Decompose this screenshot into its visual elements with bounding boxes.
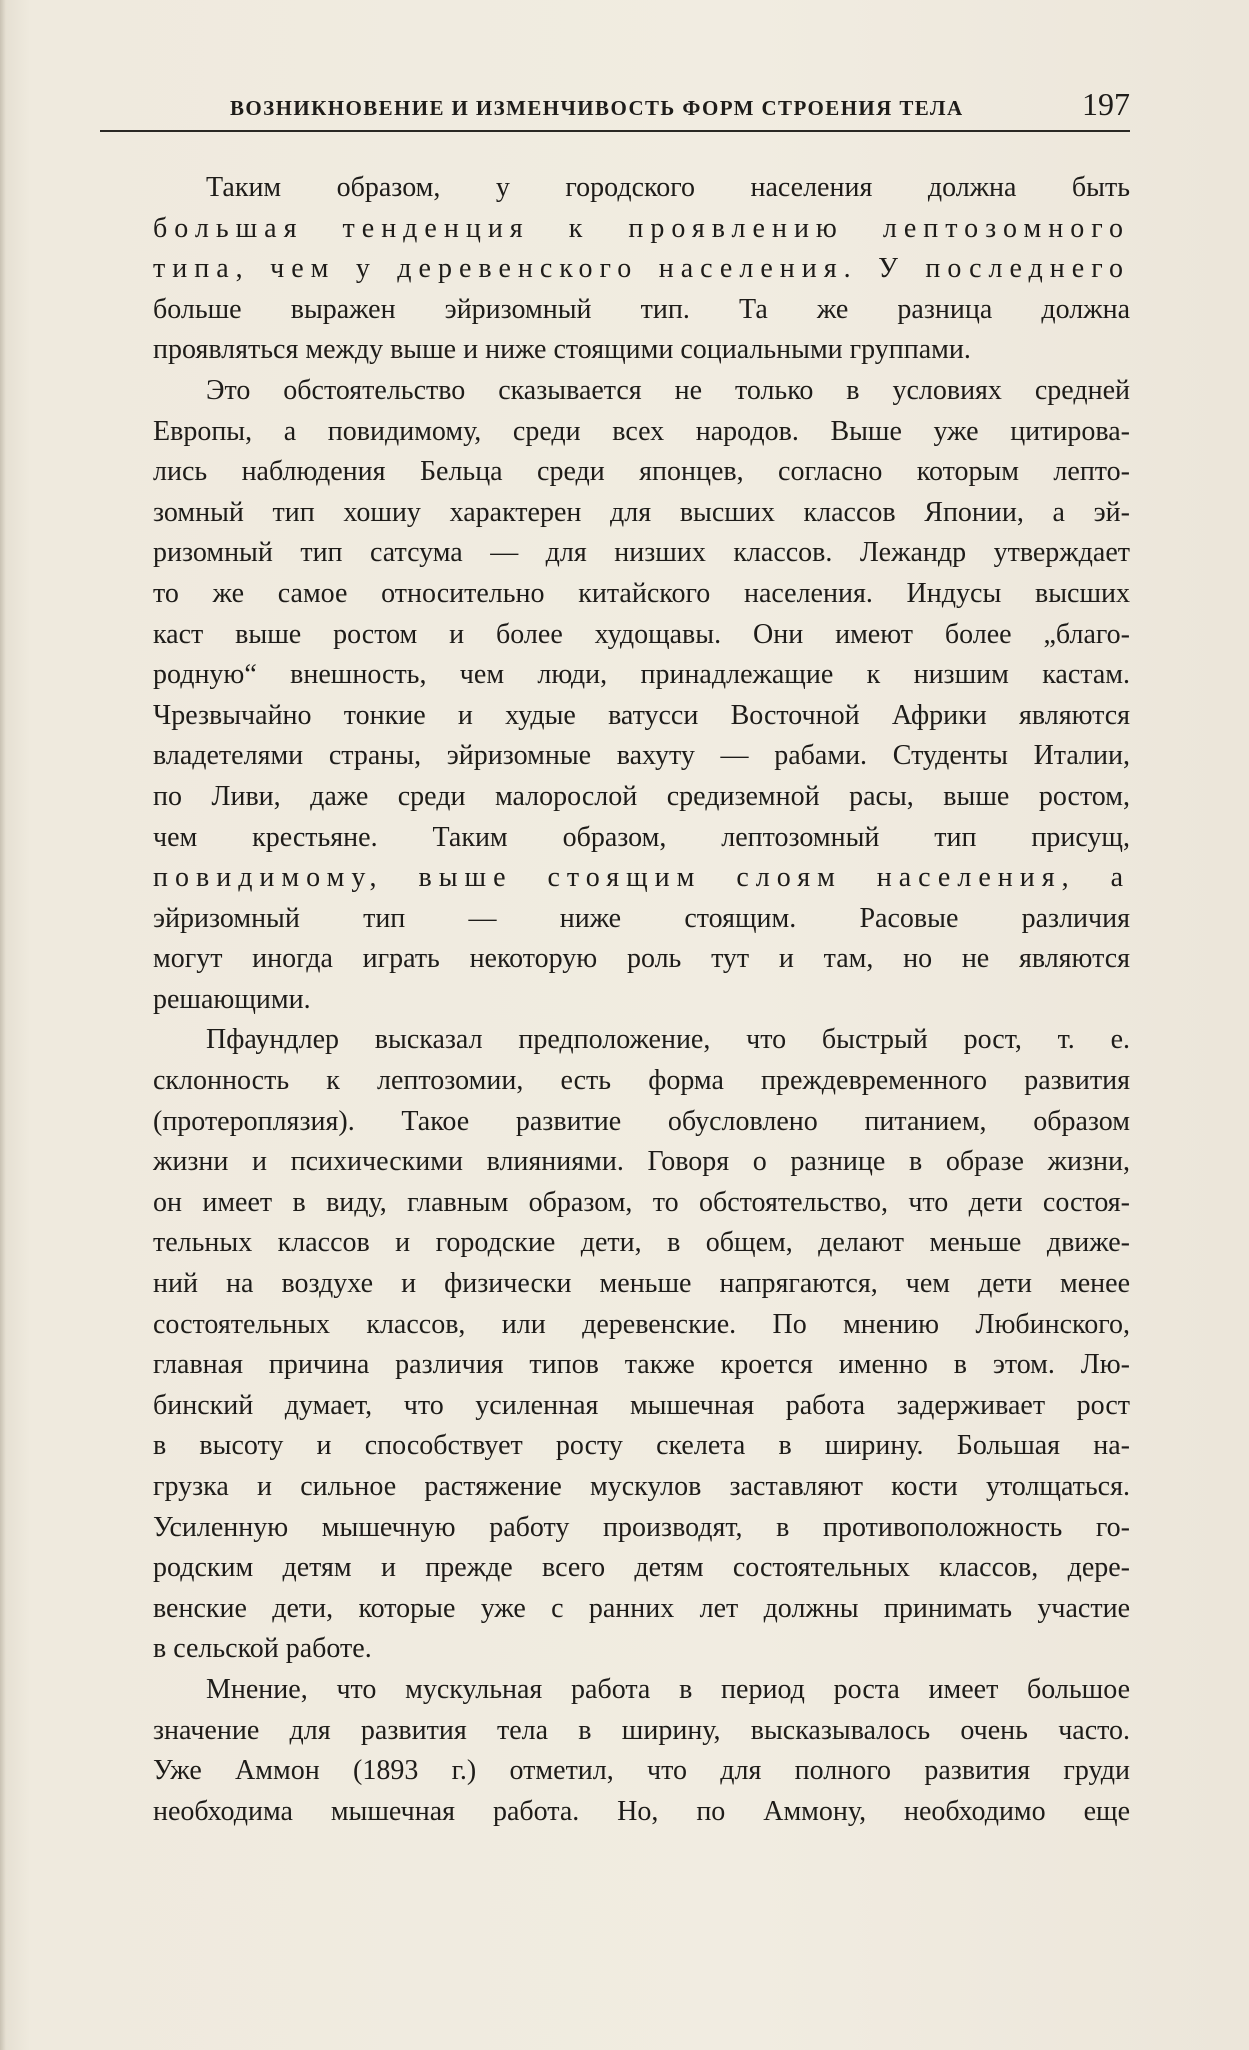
paragraph xyxy=(100,371,1130,1021)
text-line: эйризомный тип — ниже стоящим. Расовые различия xyxy=(153,902,1130,934)
text-line: Пфаундлер высказал предположение, что быстрый рост, т. е. xyxy=(206,1024,1130,1056)
text-line: больше выражен эйризомный тип. Та же разница должна xyxy=(153,293,1130,325)
text-line: родную“ внешность, чем люди, принадлежащие к низшим кастам. xyxy=(153,659,1130,691)
text-line: значение для развития тела в ширину, высказывалось очень часто. xyxy=(153,1714,1130,1746)
text-line: склонность к лептозомии, есть форма преждевременного развития xyxy=(153,1065,1130,1097)
text-line: Европы, а повидимому, среди всех народов. Выше уже цитирова- xyxy=(153,415,1130,447)
text-line: грузка и сильное растяжение мускулов заставляют кости утолщаться. xyxy=(153,1471,1130,1502)
text-line: зомный тип хошиу характерен для высших классов Японии, а эй- xyxy=(153,496,1130,528)
text-line: каст выше ростом и более худощавы. Они имеют более „благо- xyxy=(153,618,1130,650)
text-line: в высоту и способствует росту скелета в ширину. Большая на- xyxy=(153,1430,1130,1462)
text-line: ризомный тип сатсума — для низших классов. Лежандр утверждает xyxy=(153,537,1130,569)
text-line: Таким образом, у городского населения должна быть xyxy=(206,172,1130,203)
text-line: типа, чем у деревенского населения. У последнего xyxy=(153,253,1130,285)
text-line: Это обстоятельство сказывается не только в условиях средней xyxy=(206,374,1130,406)
text-line: решающими. xyxy=(153,983,311,1015)
text-line: тельных классов и городские дети, в общем, делают меньше движе- xyxy=(153,1227,1130,1259)
text-line: Чрезвычайно тонкие и худые ватусси Восточной Африки являются xyxy=(153,699,1130,731)
text-line: (протероплязия). Такое развитие обусловлено питанием, образом xyxy=(153,1105,1130,1137)
text-line: то же самое относительно китайского населения. Индусы высших xyxy=(153,577,1130,609)
page-header xyxy=(100,84,1130,132)
text-line: он имеет в виду, главным образом, то обстоятельство, что дети состоя- xyxy=(153,1186,1130,1218)
text-line: по Ливи, даже среди малорослой средиземной расы, выше ростом, xyxy=(153,780,1130,812)
text-line: венские дети, которые уже с ранних лет должны принимать участие xyxy=(153,1592,1130,1624)
text-line: Уже Аммон (1893 г.) отметил, что для полного развития груди xyxy=(153,1755,1130,1787)
text-line: бинский думает, что усиленная мышечная работа задерживает рост xyxy=(153,1389,1130,1421)
text-line: главная причина различия типов также кроется именно в этом. Лю- xyxy=(153,1349,1130,1381)
text-line: Мнение, что мускульная работа в период роста имеет большое xyxy=(206,1673,1130,1705)
text-line: Усиленную мышечную работу производят, в противоположность го- xyxy=(153,1511,1130,1543)
page-number: 197 xyxy=(1082,86,1130,122)
text-line: в сельской работе. xyxy=(153,1633,372,1665)
text-line: повидимому, выше стоящим слоям населения, а xyxy=(153,862,1130,894)
text-line: проявляться между выше и ниже стоящими социальными группами. xyxy=(153,334,971,366)
text-line: ний на воздухе и физически меньше напрягаются, чем дети менее xyxy=(153,1268,1130,1300)
paragraph xyxy=(100,168,1130,371)
text-line: чем крестьяне. Таким образом, лептозомный тип присущ, xyxy=(153,821,1130,853)
text-line: лись наблюдения Бельца среди японцев, согласно которым лепто- xyxy=(153,456,1130,488)
paragraph xyxy=(100,1670,1130,1832)
text-line: необходима мышечная работа. Но, по Аммону, необходимо еще xyxy=(153,1795,1130,1827)
text-line: состоятельных классов, или деревенские. По мнению Любинского, xyxy=(153,1308,1130,1340)
paragraph xyxy=(100,1020,1130,1670)
running-head: ВОЗНИКНОВЕНИЕ И ИЗМЕНЧИВОСТЬ ФОРМ СТРОЕНИЯ ТЕЛА xyxy=(230,96,964,120)
text-line: большая тенденция к проявлению лептозомного xyxy=(153,212,1130,244)
text-line: жизни и психическими влияниями. Говоря о разнице в образе жизни, xyxy=(153,1146,1130,1178)
text-line: владетелями страны, эйризомные вахуту — рабами. Студенты Италии, xyxy=(153,740,1130,772)
text-line: родским детям и прежде всего детям состоятельных классов, дере- xyxy=(153,1552,1130,1584)
body-text xyxy=(100,168,1130,1832)
text-line: могут иногда играть некоторую роль тут и там, но не являются xyxy=(153,943,1130,975)
